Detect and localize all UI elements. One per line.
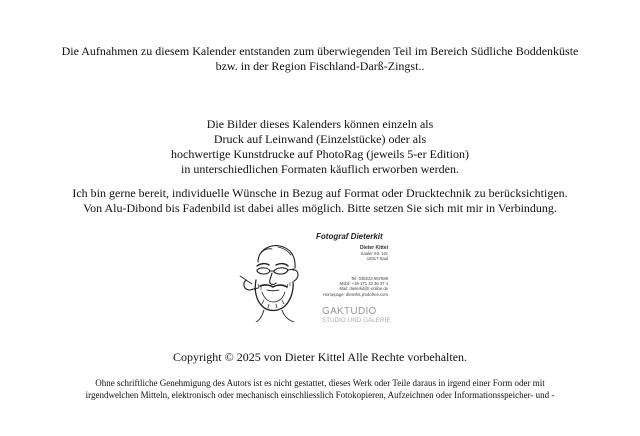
legal-line: irgendwelchen Mitteln, elektronisch oder mechanisch einschliesslich Fotokopieren, Aufzeichnen oder Informationsspeicher- und - (85, 390, 555, 400)
purchase-line: hochwertige Kunstdrucke auf PhotoRag (jeweils 5-er Edition) (171, 147, 469, 161)
card-mobile: Mobil: +49 171 33 36 37 4 (339, 281, 388, 287)
intro-paragraph (0, 44, 640, 74)
legal-line: Ohne schriftliche Genehmigung des Autors ist es nicht gestattet, dieses Werk oder Teile daraus in irgend einer Form oder mit (95, 378, 545, 388)
intro-line: bzw. in der Region Fischland-Darß-Zingst.. (215, 59, 425, 73)
purchase-line: Die Bilder dieses Kalenders können einzeln als (206, 117, 434, 131)
card-address (298, 246, 388, 262)
wishes-paragraph (0, 186, 640, 216)
legal-notice (0, 377, 640, 401)
wishes-line: Von Alu-Dibond bis Fadenbild ist dabei alles möglich. Bitte setzen Sie sich mit mir in Verbindung. (83, 201, 557, 215)
card-tel: Tel: 038223-667689 (350, 276, 388, 281)
wishes-line: Ich bin gerne bereit, individuelle Wünsche in Bezug auf Format oder Drucktechnik zu berücksichtigen. (72, 186, 568, 200)
card-mail: Mail: dieterkit@t-online.de (339, 286, 388, 292)
card-name: Dieter Kittel (359, 245, 388, 251)
purchase-line: in unterschiedlichen Formaten käuflich erworben werden. (181, 162, 459, 176)
studio-subtitle: STUDIO UND GALERIE (322, 318, 391, 324)
photographer-card (238, 226, 408, 336)
purchase-paragraph (0, 117, 640, 177)
studio-logo-text: GAKTUDIO (322, 306, 377, 317)
intro-line: Die Aufnahmen zu diesem Kalender entstanden zum überwiegenden Teil im Bereich Südliche Boddenküste (61, 44, 579, 58)
card-street: Saaler Str. 10c (360, 251, 388, 257)
card-city: 18317 Saal (366, 256, 388, 262)
card-homepage: Homepage: dieterkit.jimdofree.com (323, 291, 388, 297)
card-contact (298, 276, 388, 297)
copyright-notice: Copyright © 2025 von Dieter Kittel Alle Rechte vorbehalten. (172, 350, 468, 364)
card-title: Fotograf Dieterkit (316, 232, 383, 241)
purchase-line: Druck auf Leinwand (Einzelstücke) oder als (213, 132, 427, 146)
